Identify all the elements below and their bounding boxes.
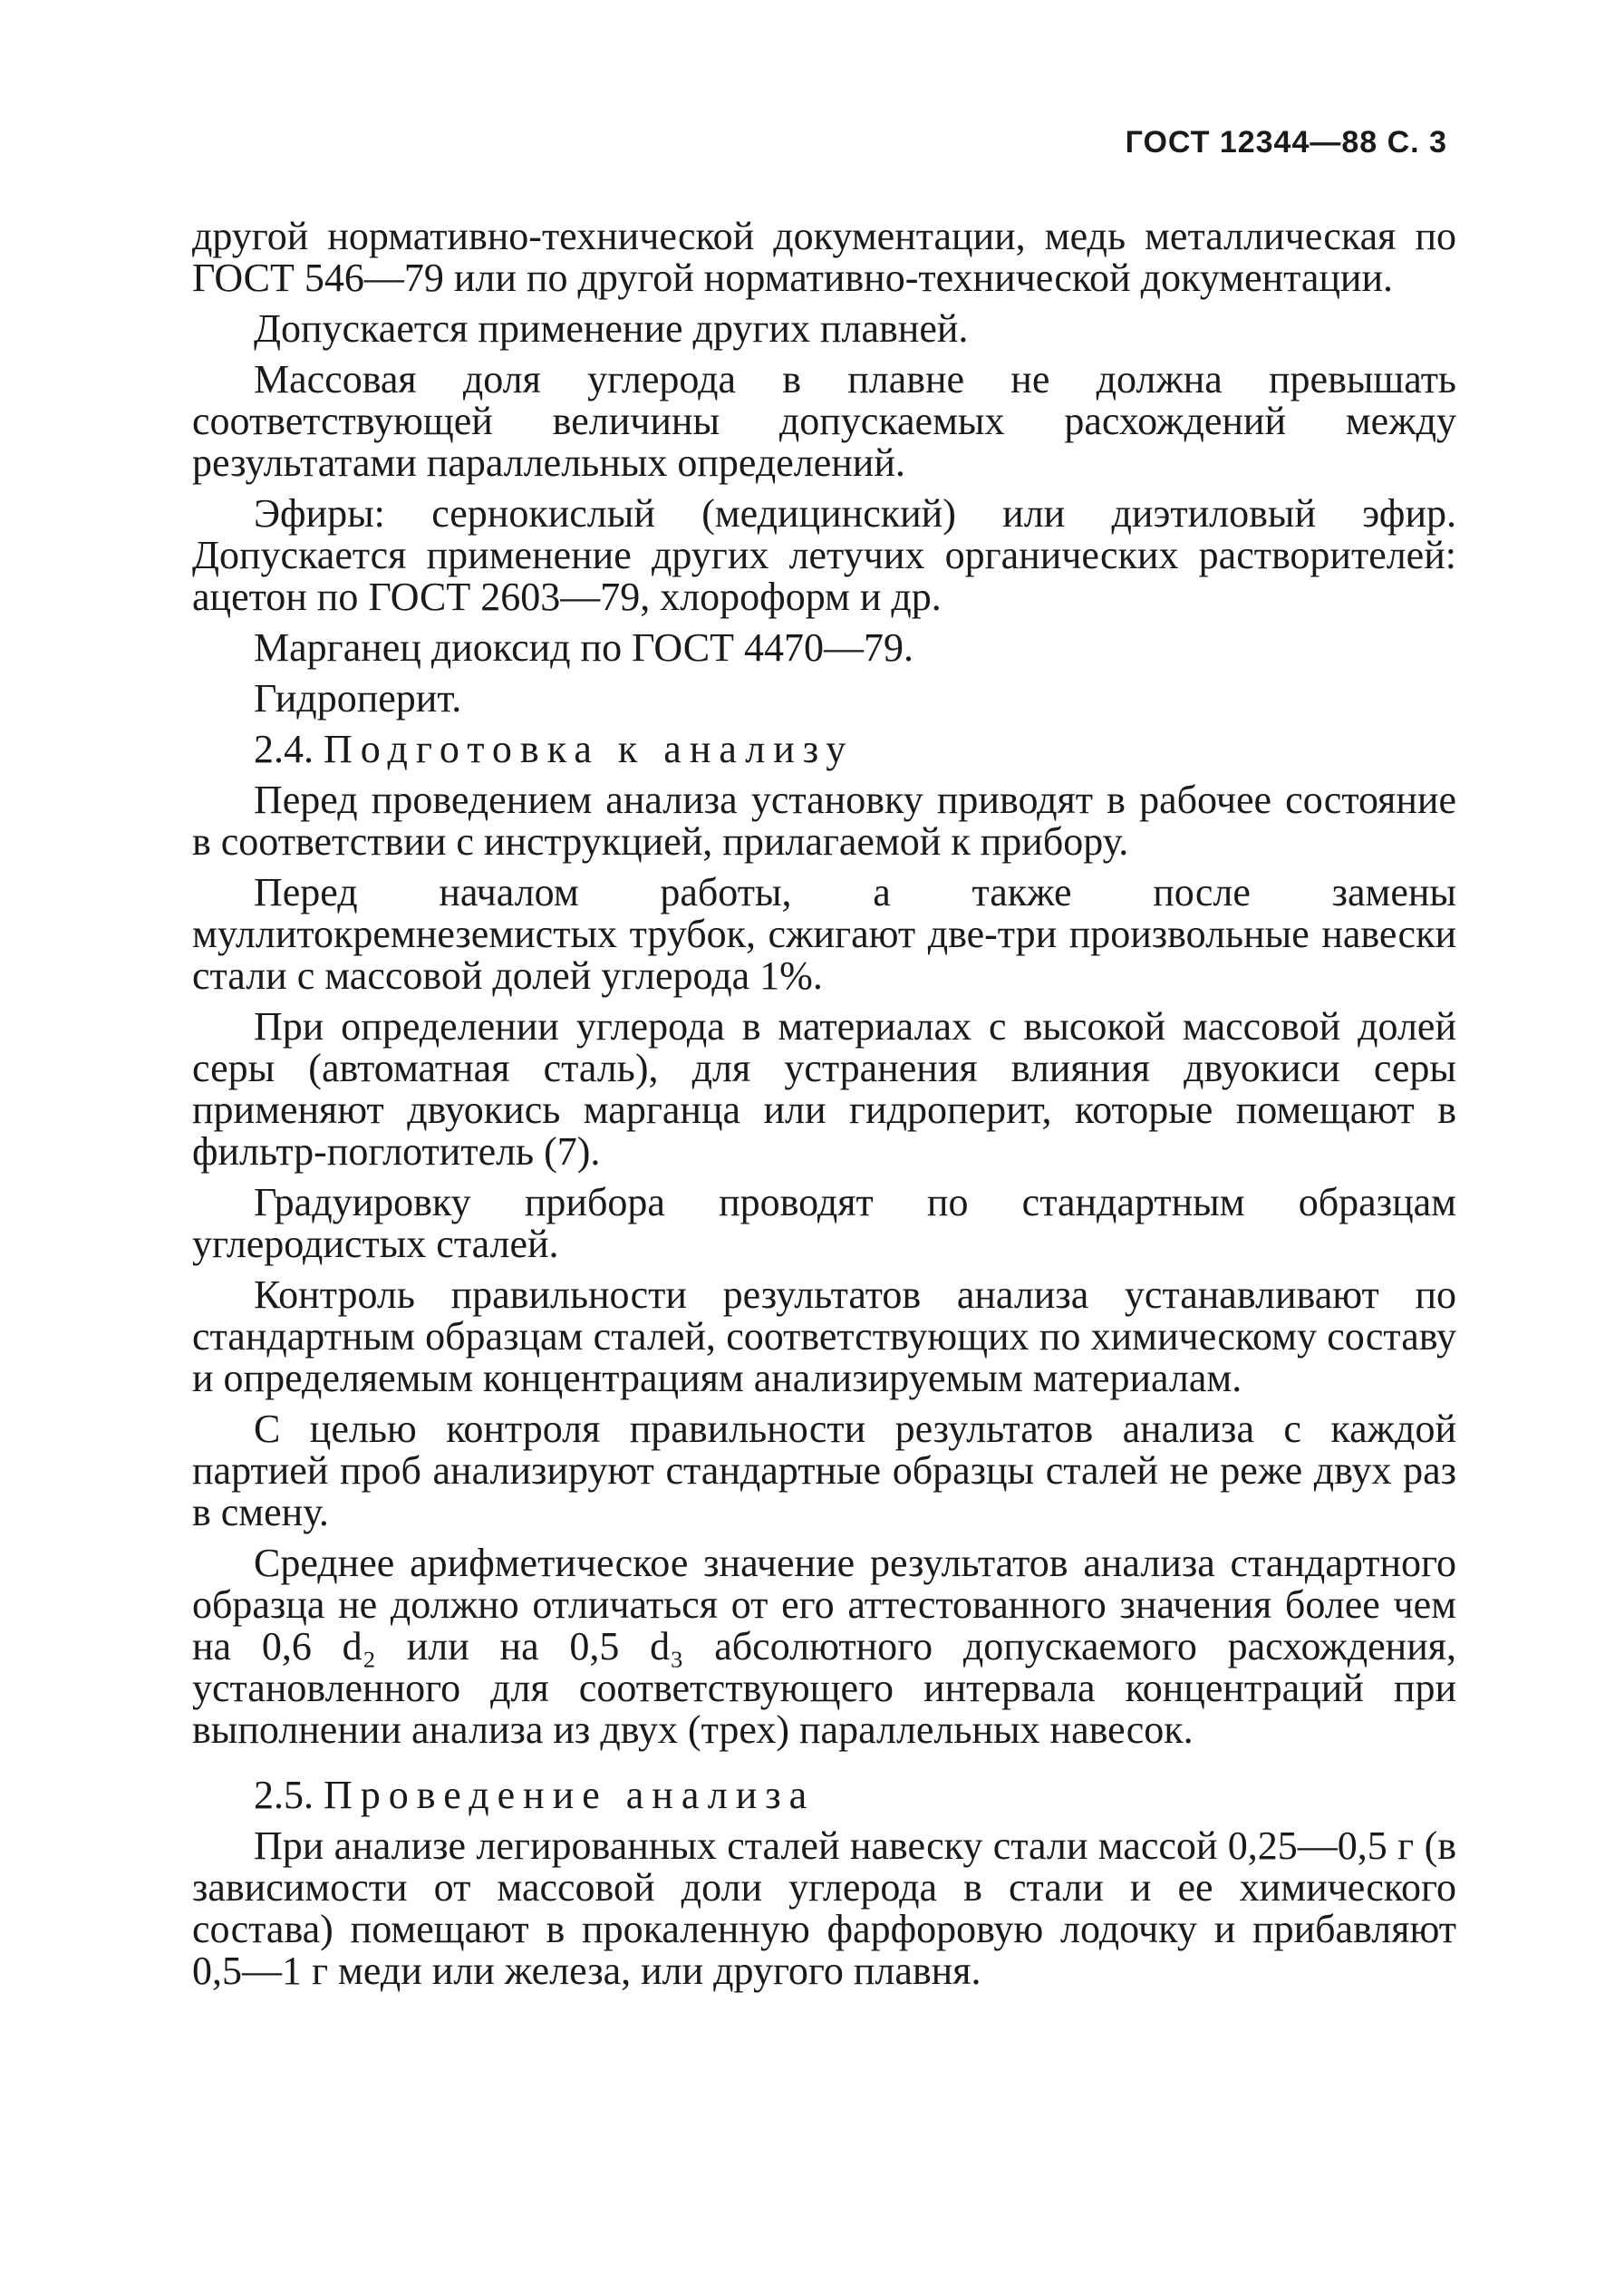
page-header: ГОСТ 12344—88 С. 3 (1125, 125, 1447, 160)
paragraph: При анализе легированных сталей навеску стали массой 0,25—0,5 г (в зависимости от массовой доли углерода в стали и ее химического состава) помещают в прокаленную фарфоровую лодочку и прибавляют 0,5—1 г меди или железа, или другого плавня. (192, 1823, 1456, 1993)
paragraph: Перед началом работы, а также после замены муллитокремнеземистых трубок, сжигают две-три произвольные навески стали с массовой долей углерода 1%. (192, 870, 1456, 998)
paragraph: Гидроперит. (254, 676, 462, 721)
paragraph: Перед проведением анализа установку приводят в рабочее состояние в соответствии с инструкцией, прилагаемой к прибору. (192, 778, 1456, 864)
paragraph: Допускается применение других плавней. (254, 306, 969, 351)
paragraph: Эфиры: сернокислый (медицинский) или диэтиловый эфир. Допускается применение других летучих органических растворителей: ацетон по ГОСТ 2603—79, хлороформ и др. (192, 491, 1456, 619)
paragraph: Массовая доля углерода в плавне не должна превышать соответствующей величины допускаемых расхождений между результатами параллельных определений. (192, 357, 1456, 485)
section-number: 2.4. (254, 727, 314, 771)
section-heading (192, 729, 1456, 770)
paragraph: Контроль правильности результатов анализа устанавливают по стандартным образцам сталей, соответствующих по химическому составу и определяемым концентрациям анализируемым материалам. (192, 1272, 1456, 1400)
paragraph: Среднее арифметическое значение результатов анализа стандартного образца не должно отличаться от его аттестованного значения более чем на 0,6 d₂ или на 0,5 d₃ абсолютного допускаемого расхождения, установленного для соответствующего интервала концентраций при выполнении анализа из двух (трех) параллельных навесок. (192, 1541, 1456, 1752)
section-title: Подготовка к анализу (324, 727, 855, 771)
section-number: 2.5. (254, 1773, 314, 1817)
paragraph: При определении углерода в материалах с высокой массовой долей серы (автоматная сталь), для устранения влияния двуокиси серы применяют двуокись марганца или гидроперит, которые помещают в фильтр-поглотитель (7). (192, 1004, 1456, 1174)
document-body (192, 216, 1456, 2001)
paragraph: Марганец диоксид по ГОСТ 4470—79. (254, 625, 914, 670)
paragraph: Градуировку прибора проводят по стандартным образцам углеродистых сталей. (192, 1180, 1456, 1266)
section-title: Проведение анализа (324, 1773, 816, 1817)
paragraph-continuation: другой нормативно-технической документации, медь металлическая по ГОСТ 546—79 или по другой нормативно-технической документации. (192, 214, 1456, 300)
paragraph: С целью контроля правильности результатов анализа с каждой партией проб анализируют стандартные образцы сталей не реже двух раз в смену. (192, 1407, 1456, 1534)
section-heading (192, 1775, 1456, 1816)
